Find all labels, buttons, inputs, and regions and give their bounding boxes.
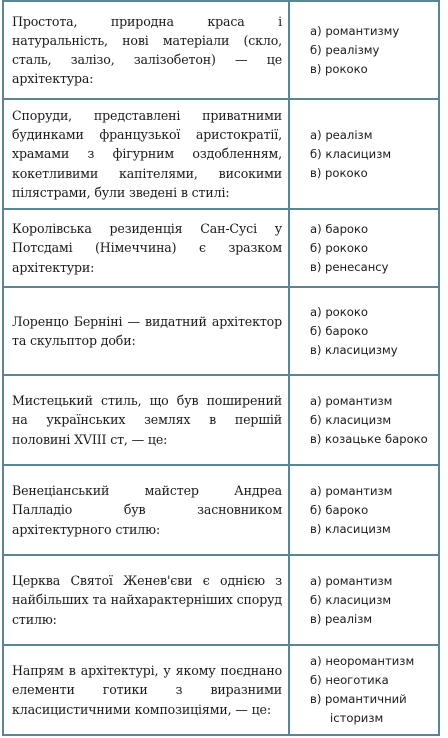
table-row bbox=[4, 288, 438, 376]
table-row bbox=[4, 646, 438, 734]
question-text: Церква Святої Женев'єви є однією з найбільших та найхарактерніших споруд стилю: bbox=[12, 573, 282, 627]
table-row bbox=[4, 2, 438, 100]
answers-cell bbox=[290, 288, 438, 374]
question-cell bbox=[4, 210, 290, 286]
answer-option: а) бароко bbox=[310, 221, 369, 236]
question-cell bbox=[4, 288, 290, 374]
answer-option: в) класицизм bbox=[310, 521, 391, 536]
answers-cell bbox=[290, 556, 438, 644]
quiz-table bbox=[2, 0, 440, 736]
question-text: Напрям в архітектурі, у якому поєднано елементи готики з виразними класицистичними композиціями, — це: bbox=[12, 663, 282, 717]
answers-cell bbox=[290, 646, 438, 734]
question-cell bbox=[4, 556, 290, 644]
answer-option: б) бароко bbox=[310, 323, 369, 338]
answer-option: в) рококо bbox=[310, 165, 368, 180]
answer-option: а) романтизм bbox=[310, 393, 393, 408]
answers-cell bbox=[290, 210, 438, 286]
answer-option-continuation: історизм bbox=[330, 711, 384, 725]
table-row bbox=[4, 376, 438, 466]
question-text: Простота, природна краса і натуральність, нові матеріали (скло, сталь, залізо, залізобетон) — це архітектура: bbox=[12, 13, 282, 87]
question-cell bbox=[4, 100, 290, 208]
answers-cell bbox=[290, 2, 438, 98]
answer-option: в) ренесансу bbox=[310, 259, 389, 274]
answers-cell bbox=[290, 466, 438, 554]
table-row bbox=[4, 100, 438, 210]
answer-option: а) рококо bbox=[310, 304, 368, 319]
answer-option: в) козацьке бароко bbox=[310, 431, 428, 446]
question-text: Королівська резиденція Сан-Сусі у Потсдамі (Німеччина) є зразком архітектури: bbox=[12, 221, 282, 275]
question-text: Лоренцо Берніні — видатний архітектор та скульптор доби: bbox=[12, 313, 282, 348]
answer-option: а) романтизму bbox=[310, 23, 400, 38]
answer-option: в) класицизму bbox=[310, 342, 398, 357]
answers-cell bbox=[290, 100, 438, 208]
question-cell bbox=[4, 2, 290, 98]
answer-option: б) реалізму bbox=[310, 42, 380, 57]
answer-option: б) класицизм bbox=[310, 146, 392, 161]
question-cell bbox=[4, 646, 290, 734]
answer-option: б) бароко bbox=[310, 502, 369, 517]
question-cell bbox=[4, 466, 290, 554]
answer-option: б) класицизм bbox=[310, 592, 392, 607]
answer-option: а) романтизм bbox=[310, 483, 393, 498]
answer-option: б) рококо bbox=[310, 240, 369, 255]
question-text: Венеціанський майстер Андреа Палладіо був засновником архітектурного стилю: bbox=[12, 483, 282, 537]
answer-option: а) неоромантизм bbox=[310, 654, 415, 668]
answer-option: в) рококо bbox=[310, 61, 368, 76]
question-text: Споруди, представлені приватними будинками французької аристократії, храмами з фігурним оздобленням, кокетливими капітелями, високими пілястрами, були зведені в стилі: bbox=[12, 107, 282, 200]
question-cell bbox=[4, 376, 290, 464]
table-row bbox=[4, 466, 438, 556]
answer-option: а) реалізм bbox=[310, 127, 373, 142]
answer-option: б) класицизм bbox=[310, 412, 392, 427]
answer-option: а) романтизм bbox=[310, 573, 393, 588]
answer-option: в) реалізм bbox=[310, 611, 373, 626]
table-row bbox=[4, 556, 438, 646]
table-row bbox=[4, 210, 438, 288]
answer-option: в) романтичний bbox=[310, 692, 407, 706]
answers-cell bbox=[290, 376, 438, 464]
question-text: Мистецький стиль, що був поширений на українських землях в першій половині XVIII ст, — це: bbox=[12, 393, 282, 447]
answer-option: б) неоготика bbox=[310, 673, 389, 687]
